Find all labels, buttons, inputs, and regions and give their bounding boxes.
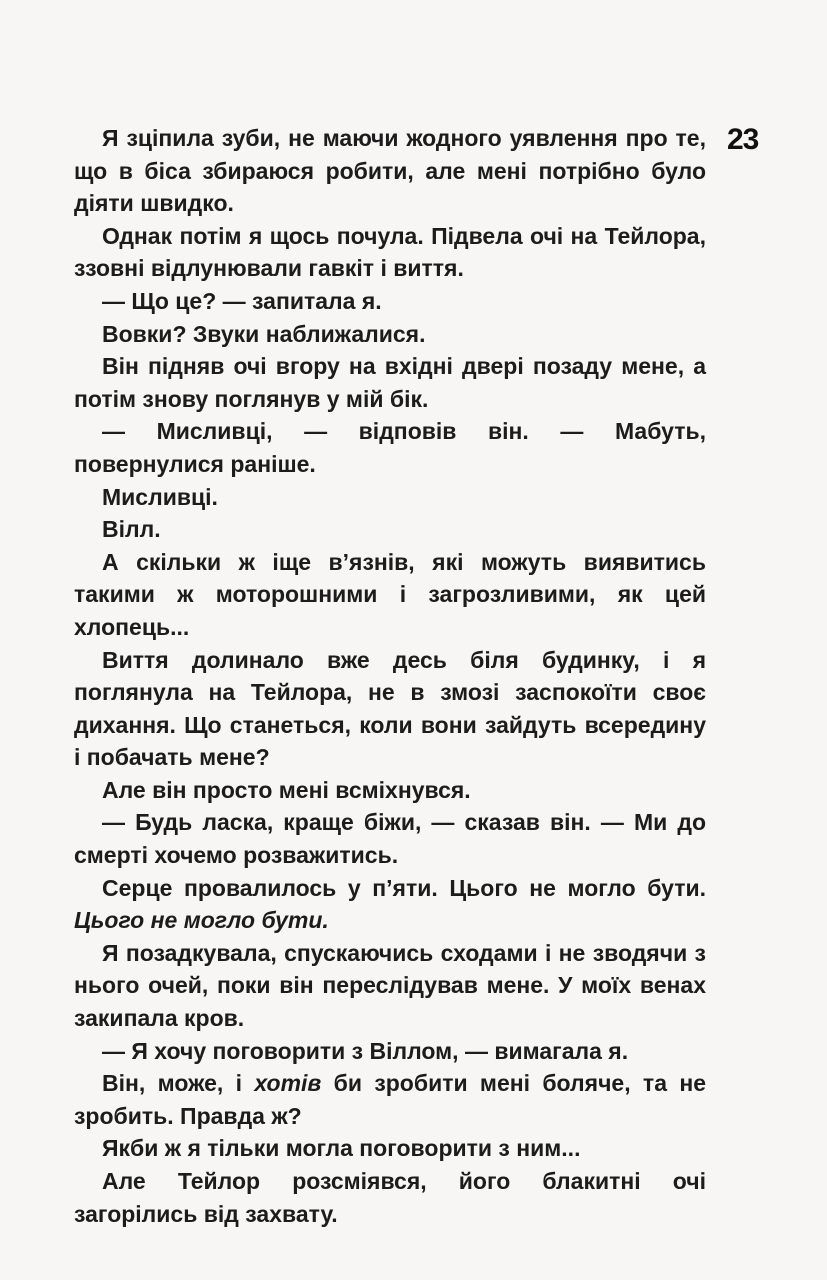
body-text	[74, 122, 706, 1230]
paragraph	[74, 1067, 706, 1132]
italic-emphasis: Цього не могло бути.	[74, 907, 329, 934]
paragraph: А скільки ж іще в’язнів, які можуть виявитись такими ж моторошними і загрозливими, як цей хлопець...	[74, 548, 706, 640]
page-number: 23	[727, 123, 759, 156]
paragraph: — Я хочу поговорити з Віллом, — вимагала я.	[102, 1037, 629, 1064]
italic-emphasis: хотів	[254, 1070, 322, 1097]
paragraph: Вовки? Звуки наближалися.	[102, 320, 426, 347]
paragraph: Вілл.	[102, 516, 161, 543]
paragraph: Але Тейлор розсміявся, його блакитні очі загорілись від захвату.	[74, 1168, 706, 1227]
paragraph-text: Він, може, і	[102, 1070, 255, 1097]
paragraph: — Що це? — запитала я.	[102, 287, 382, 314]
paragraph: Я позадкувала, спускаючись сходами і не зводячи з нього очей, поки він переслідував мене. У моїх венах закипала кров.	[74, 939, 706, 1032]
paragraph: Мисливці.	[102, 483, 218, 510]
paragraph: Я зціпила зуби, не маючи жодного уявлення про те, що в біса збираюся робити, але мені потрібно було діяти швидко.	[74, 125, 706, 217]
paragraph: Але він просто мені всміхнувся.	[102, 776, 471, 803]
paragraph: Якби ж я тільки могла поговорити з ним...	[102, 1135, 581, 1162]
paragraph-text: би зробити мені боляче, та не зробить. Правда ж?	[74, 1070, 706, 1129]
paragraph-text: Серце провалилось у п’яти. Цього не могло бути.	[102, 874, 706, 901]
paragraph	[74, 872, 706, 937]
paragraph: — Будь ласка, краще біжи, — сказав він. — Ми до смерті хочемо розважитись.	[74, 809, 706, 869]
paragraph: — Мисливці, — відповів він. — Мабуть, повернулися раніше.	[74, 418, 706, 477]
paragraph: Він підняв очі вгору на вхідні двері позаду мене, а потім знову поглянув у мій бік.	[74, 353, 706, 412]
paragraph: Виття долинало вже десь біля будинку, і я поглянула на Тейлора, не в змозі заспокоїти своє дихання. Що станеться, коли вони зайдуть всередину і побачать мене?	[74, 646, 706, 771]
paragraph: Однак потім я щось почула. Підвела очі на Тейлора, ззовні відлунювали гавкіт і виття.	[74, 222, 706, 282]
